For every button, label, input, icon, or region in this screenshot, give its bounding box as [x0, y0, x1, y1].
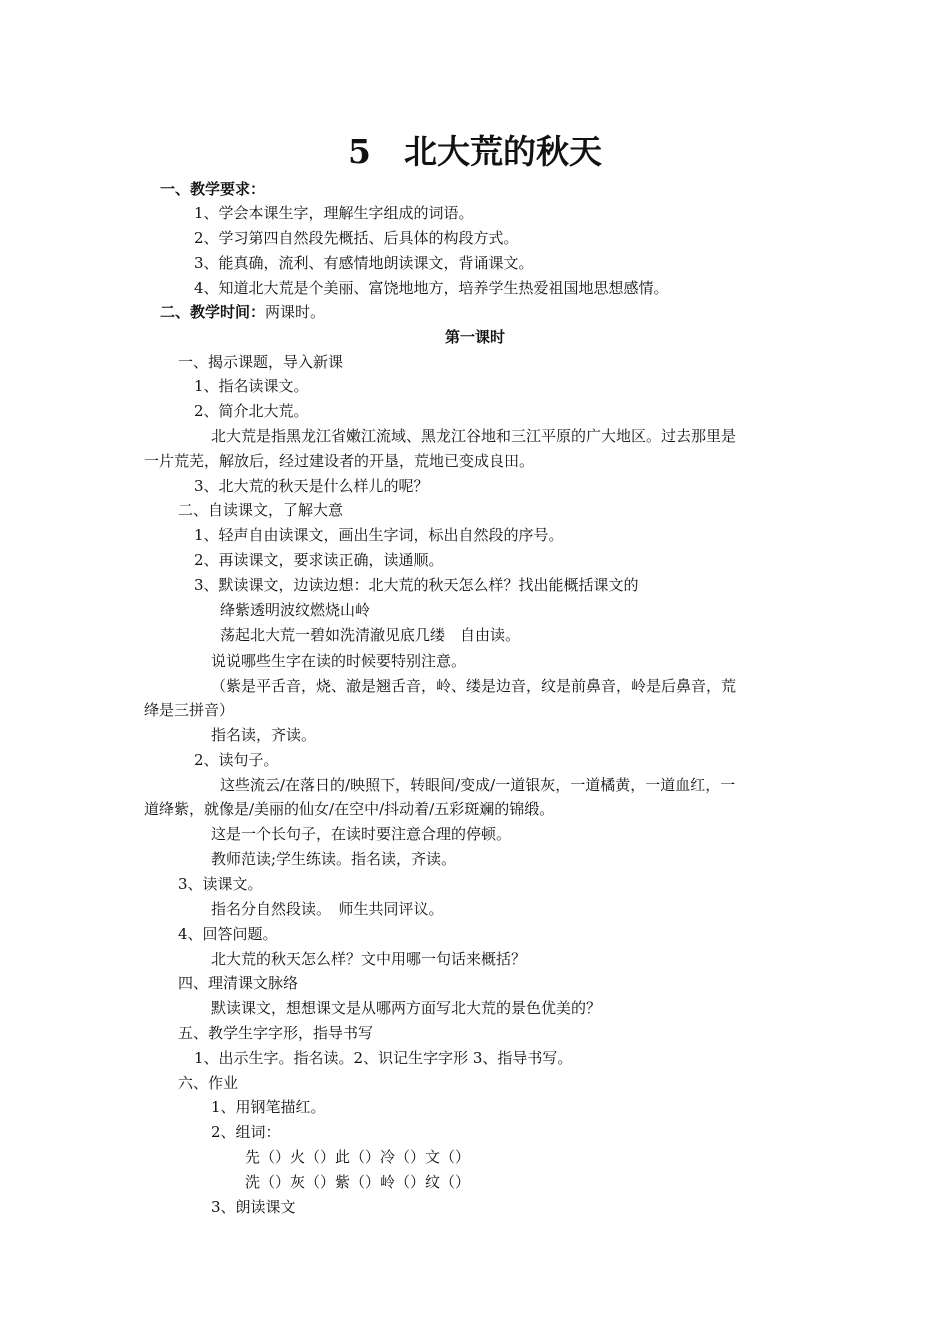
text-line: 3、能真确，流利、有感情地朗读课文，背诵课文。: [194, 254, 534, 272]
text-line: 1、出示生字。指名读。2、识记生字字形 3、指导书写。: [194, 1049, 573, 1067]
text-line: 北大荒的秋天怎么样？文中用哪一句话来概括？: [211, 950, 527, 968]
text-line: 4、回答问题。: [178, 925, 278, 943]
section-heading-time-label: 二、教学时间：: [160, 303, 266, 321]
text-line: 这些流云/在落日的/映照下，转眼间/变成/一道银灰，一道橘黄，一道血红，一: [220, 776, 736, 794]
text-line: 这是一个长句子，在读时要注意合理的停顿。: [211, 825, 512, 843]
text-line: 1、指名读课文。: [194, 377, 309, 395]
text-line: 4、知道北大荒是个美丽、富饶地地方，培养学生热爱祖国地思想感情。: [194, 279, 669, 297]
text-line: 指名读，齐读。: [211, 726, 317, 744]
section-heading-time-value: 两课时。: [265, 303, 326, 321]
text-line: 2、组词：: [211, 1123, 281, 1141]
text-line: 说说哪些生字在读的时候要特别注意。: [211, 652, 467, 670]
text-line: 洗（）灰（）紫（）岭（）纹（）: [245, 1173, 471, 1191]
text-line: 2、简介北大荒。: [194, 402, 309, 420]
text-line: 二、自读课文，了解大意: [178, 501, 344, 519]
text-line: 2、学习第四自然段先概括、后具体的构段方式。: [194, 229, 519, 247]
text-line: 荡起北大荒一碧如洗清澈见底几缕 自由读。: [220, 626, 521, 644]
text-line: 3、朗读课文: [211, 1198, 296, 1216]
text-line: 道绛紫，就像是/美丽的仙女/在空中/抖动着/五彩斑斓的锦缎。: [144, 800, 555, 818]
text-line: 四、理清课文脉络: [178, 974, 299, 992]
text-line: 1、学会本课生字，理解生字组成的词语。: [194, 204, 474, 222]
text-line: 2、读句子。: [194, 751, 279, 769]
text-line: 先（）火（）此（）冷（）文（）: [245, 1148, 471, 1166]
text-line: 绛紫透明波纹燃烧山岭: [220, 601, 371, 619]
text-line: 3、读课文。: [178, 875, 263, 893]
text-line: 3、北大荒的秋天是什么样儿的呢？: [194, 477, 429, 495]
section-heading-requirements: 一、教学要求：: [160, 180, 266, 198]
text-line: 北大荒是指黑龙江省嫩江流域、黑龙江谷地和三江平原的广大地区。过去那里是: [211, 427, 737, 445]
text-line: 2、再读课文，要求读正确，读通顺。: [194, 551, 444, 569]
page-title: 5 北大荒的秋天: [348, 132, 602, 171]
text-line: 3、默读课文，边读边想：北大荒的秋天怎么样？找出能概括课文的: [194, 576, 639, 594]
text-line: 一、揭示课题，导入新课: [178, 353, 344, 371]
text-line: （紫是平舌音，烧、澈是翘舌音，岭、缕是边音，纹是前鼻音，岭是后鼻音，荒: [211, 677, 737, 695]
text-line: 指名分自然段读。 师生共同评议。: [211, 900, 444, 918]
text-line: 默读课文，想想课文是从哪两方面写北大荒的景色优美的？: [211, 999, 602, 1017]
section-heading-time: [160, 301, 325, 323]
text-line: 教师范读;学生练读。指名读，齐读。: [211, 850, 457, 868]
lesson-heading: 第一课时: [444, 328, 505, 346]
text-line: 六、作业: [178, 1074, 239, 1092]
text-line: 五、教学生字字形，指导书写: [178, 1024, 374, 1042]
text-line: 1、用钢笔描红。: [211, 1098, 326, 1116]
text-line: 1、轻声自由读课文，画出生字词，标出自然段的序号。: [194, 526, 564, 544]
text-line: 绛是三拼音）: [144, 701, 235, 719]
text-line: 一片荒芜，解放后，经过建设者的开垦，荒地已变成良田。: [144, 452, 535, 470]
